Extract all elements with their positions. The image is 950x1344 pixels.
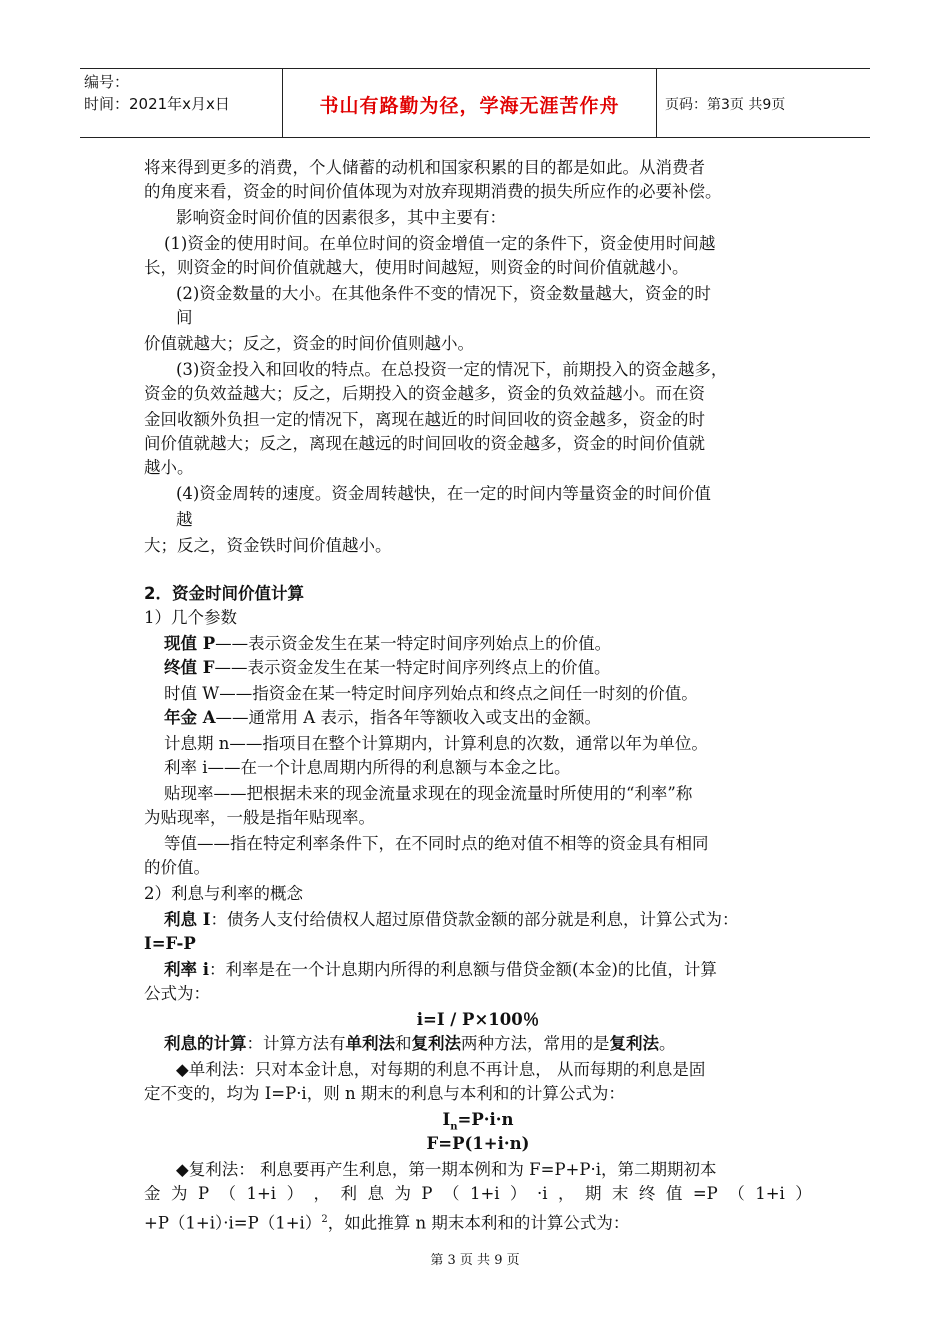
definition-text: ——表示资金发生在某一特定时间序列终点上的价值。 bbox=[214, 658, 611, 677]
justified-token: ， bbox=[558, 1184, 575, 1203]
justified-token: 金 bbox=[144, 1184, 161, 1203]
text: 两种方法，常用的是 bbox=[461, 1034, 610, 1053]
paragraph-line: 越 bbox=[176, 510, 193, 529]
doc-time-label: 时间：2021年x月x日 bbox=[84, 95, 230, 113]
definition-text: ——通常用 A 表示，指各年等额收入或支出的金额。 bbox=[215, 708, 601, 727]
definition-line bbox=[164, 632, 611, 656]
definition-line: 时值 W——指资金在某一特定时间序列始点和终点之间任一时刻的价值。 bbox=[164, 684, 698, 703]
justified-token: 息 bbox=[367, 1184, 384, 1203]
term: 利息的计算 bbox=[164, 1034, 247, 1053]
definition-line: 为贴现率，一般是指年贴现率。 bbox=[144, 808, 375, 827]
paragraph-line bbox=[144, 1208, 629, 1236]
paragraph-line: 间价值就越大；反之，离现在越远的时间回收的资金越多，资金的时间价值就 bbox=[144, 434, 705, 453]
justified-token: ） bbox=[286, 1184, 304, 1203]
definition-text: ：利率是在一个计息期内所得的利息额与借贷金额(本金)的比值，计算 bbox=[209, 960, 717, 979]
term: 复利法 bbox=[411, 1034, 461, 1053]
justified-token: =P bbox=[692, 1184, 718, 1203]
justified-token: ） bbox=[510, 1184, 527, 1203]
justified-token: P bbox=[197, 1184, 210, 1203]
justified-token: 期 bbox=[584, 1184, 602, 1203]
paragraph-line: 的角度来看，资金的时间价值体现为对放弃现期消费的损失所应作的必要补偿。 bbox=[144, 182, 722, 201]
formula: F=P(1+i·n) bbox=[426, 1134, 530, 1153]
paragraph-line: 影响资金时间价值的因素很多，其中主要有： bbox=[176, 208, 506, 227]
text: 。 bbox=[659, 1034, 676, 1053]
paragraph-line: 将来得到更多的消费，个人储蓄的动机和国家积累的目的都是如此。从消费者 bbox=[144, 158, 705, 177]
definition-line: 计息期 n——指项目在整个计算期内，计算利息的次数，通常以年为单位。 bbox=[164, 734, 708, 753]
paragraph-line bbox=[164, 908, 738, 932]
paragraph-line: ◆复利法： 利息要再产生利息，第一期本例和为 F=P+P·i，第二期期初本 bbox=[176, 1160, 717, 1179]
justified-token: （ bbox=[442, 1184, 460, 1203]
justified-token: 利 bbox=[340, 1184, 357, 1203]
formula-text: =P·i·n bbox=[457, 1110, 514, 1129]
justified-token: 末 bbox=[611, 1184, 629, 1203]
paragraph-line bbox=[164, 958, 717, 982]
term: 年金 A bbox=[164, 708, 216, 727]
term: 利率 i bbox=[164, 960, 210, 979]
paragraph-line: (4)资金周转的速度。资金周转越快，在一定的时间内等量资金的时间价值 bbox=[176, 484, 711, 503]
paragraph-line: ◆单利法：只对本金计息，对每期的利息不再计息， 从而每期的利息是固 bbox=[176, 1060, 706, 1079]
header-motto: 书山有路勤为径，学海无涯苦作舟 bbox=[319, 95, 620, 117]
header-divider bbox=[656, 69, 657, 137]
header-meta bbox=[84, 71, 230, 115]
page-footer: 第 3 页 共 9 页 bbox=[430, 1253, 520, 1268]
term: 现值 P bbox=[164, 634, 216, 653]
justified-token: 为 bbox=[170, 1184, 188, 1203]
justified-token: 为 bbox=[394, 1184, 411, 1203]
justified-token: 1+i bbox=[246, 1184, 277, 1203]
justified-token: 1+i bbox=[469, 1184, 500, 1203]
term: 复利法 bbox=[609, 1034, 659, 1053]
justified-token: （ bbox=[728, 1184, 745, 1203]
page-header bbox=[80, 68, 870, 138]
paragraph-line: 金回收额外负担一定的情况下，离现在越近的时间回收的资金越多，资金的时 bbox=[144, 410, 705, 429]
justified-token: （ bbox=[219, 1184, 237, 1203]
justified-token: 1+i bbox=[755, 1184, 785, 1203]
definition-line: 的价值。 bbox=[144, 858, 210, 877]
definition-line bbox=[164, 706, 601, 730]
superscript: 2 bbox=[321, 1214, 328, 1225]
paragraph-line: 越小。 bbox=[144, 458, 194, 477]
section-heading: 2．资金时间价值计算 bbox=[144, 584, 304, 603]
text: +P（1+i）·i=P（1+i） bbox=[144, 1213, 322, 1233]
justified-token: ·i bbox=[537, 1184, 548, 1203]
paragraph-line: (3)资金投入和回收的特点。在总投资一定的情况下，前期投入的资金越多， bbox=[176, 360, 728, 379]
paragraph-line: 长，则资金的时间价值就越大，使用时间越短，则资金的时间价值就越小。 bbox=[144, 258, 689, 277]
term: 单利法 bbox=[345, 1034, 395, 1053]
justified-token: ） bbox=[795, 1184, 812, 1203]
paragraph-line: 资金的负效益越大；反之，后期投入的资金越多，资金的负效益越小。而在资 bbox=[144, 384, 705, 403]
definition-line: 利率 i——在一个计息周期内所得的利息额与本金之比。 bbox=[164, 758, 571, 777]
paragraph-line: 大；反之，资金铁时间价值越小。 bbox=[144, 536, 392, 555]
paragraph-line: (2)资金数量的大小。在其他条件不变的情况下，资金数量越大，资金的时 bbox=[176, 284, 711, 303]
paragraph-line: 定不变的，均为 I=P·i，则 n 期末的利息与本利和的计算公式为： bbox=[144, 1084, 625, 1103]
doc-number-label: 编号： bbox=[84, 73, 130, 91]
justified-token: 终 bbox=[638, 1184, 656, 1203]
definition-line: 贴现率——把根据未来的现金流量求现在的现金流量时所使用的“利率”称 bbox=[164, 784, 693, 803]
paragraph-line: 间 bbox=[176, 308, 193, 327]
text: ：计算方法有 bbox=[246, 1034, 346, 1053]
text: ，如此推算 n 期末本利和的计算公式为： bbox=[327, 1213, 630, 1233]
formula: I=F-P bbox=[144, 934, 196, 953]
text: 和 bbox=[395, 1034, 412, 1053]
definition-text: ：债务人支付给债权人超过原借贷款金额的部分就是利息，计算公式为： bbox=[210, 910, 739, 929]
justified-token: ， bbox=[313, 1184, 331, 1203]
paragraph-line bbox=[164, 1032, 676, 1056]
justified-token: P bbox=[421, 1184, 433, 1203]
justified-token: 值 bbox=[665, 1184, 683, 1203]
definition-line: 等值——指在特定利率条件下，在不同时点的绝对值不相等的资金具有相同 bbox=[164, 834, 709, 853]
formula-subscript: n bbox=[450, 1121, 458, 1133]
term: 终值 F bbox=[164, 658, 215, 677]
formula: i=I / P×100％ bbox=[416, 1010, 540, 1029]
term: 利息 I bbox=[164, 910, 211, 929]
definition-text: ——表示资金发生在某一特定时间序列始点上的价值。 bbox=[215, 634, 612, 653]
paragraph-line-justified bbox=[144, 1182, 812, 1206]
paragraph-line: (1)资金的使用时间。在单位时间的资金增值一定的条件下，资金使用时间越 bbox=[164, 234, 716, 253]
definition-line bbox=[164, 656, 610, 680]
header-page-label: 页码：第3页 共9页 bbox=[665, 97, 786, 113]
formula-text: I bbox=[442, 1110, 451, 1129]
paragraph-line: 公式为： bbox=[144, 984, 210, 1003]
subsection-heading: 2）利息与利率的概念 bbox=[144, 884, 303, 903]
subsection-heading: 1）几个参数 bbox=[144, 608, 237, 627]
paragraph-line: 价值就越大；反之，资金的时间价值则越小。 bbox=[144, 334, 474, 353]
